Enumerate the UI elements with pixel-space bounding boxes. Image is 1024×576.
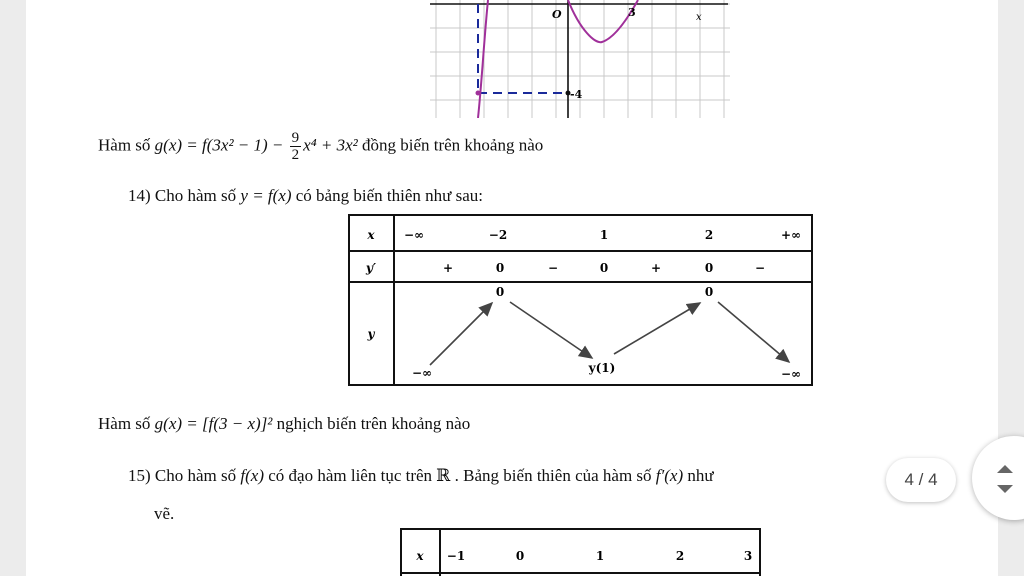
- problem14-func: y = f(x): [240, 186, 292, 205]
- fraction-numerator: 9: [291, 130, 300, 146]
- problem15-intro: Cho hàm số: [154, 466, 237, 485]
- problem13-func: g(x) = f(3x² − 1) −: [154, 135, 288, 155]
- variation-table: [348, 214, 814, 388]
- yprime-sign: +: [442, 261, 454, 275]
- x-mark-label: 3: [628, 6, 636, 19]
- y-value: −∞: [780, 367, 802, 381]
- y-value: 0: [704, 285, 714, 299]
- y-value: 0: [495, 285, 505, 299]
- chevron-up-icon: [997, 465, 1013, 473]
- x-value: −1: [446, 549, 466, 563]
- fraction-denominator: 2: [291, 147, 300, 163]
- x-value: −2: [488, 228, 508, 242]
- chevron-down-icon: [997, 485, 1013, 493]
- x-value: 2: [704, 228, 714, 242]
- x-value: 0: [515, 549, 525, 563]
- problem13-tail: x⁴ + 3x²: [303, 135, 358, 155]
- decrease-arrow: [510, 302, 592, 358]
- problem13-question: [98, 130, 543, 163]
- x-value: 3: [743, 549, 753, 563]
- yprime-value: 0: [599, 261, 609, 275]
- x-value: −∞: [403, 228, 425, 242]
- y-mark-label: -4: [570, 88, 583, 101]
- problem15-mid: có đạo hàm liên tục trên ℝ . Bảng biến thiên của hàm số: [268, 466, 652, 485]
- problem13-prefix: Hàm số: [98, 135, 151, 155]
- problem14-intro: Cho hàm số: [154, 186, 237, 205]
- x-value: 2: [675, 549, 685, 563]
- increase-arrow: [614, 303, 700, 354]
- problem14-number: 14): [128, 186, 151, 205]
- yprime-sign: +: [650, 261, 662, 275]
- problem14-statement: [128, 186, 483, 206]
- x-axis-label: x: [696, 12, 702, 23]
- problem14-question-func: g(x) = [f(3 − x)]²: [154, 414, 273, 433]
- x-value: 1: [599, 228, 609, 242]
- problem14-suffix: có bảng biến thiên như sau:: [295, 186, 483, 205]
- y-row-label: y: [367, 327, 375, 341]
- y-value: −∞: [411, 366, 433, 380]
- problem14-question-prefix: Hàm số: [98, 414, 151, 433]
- yprime-sign: −: [547, 261, 559, 275]
- yprime-value: 0: [704, 261, 714, 275]
- problem13-suffix: đồng biến trên khoảng nào: [361, 135, 544, 155]
- yprime-value: 0: [495, 261, 505, 275]
- problem15-number: 15): [128, 466, 151, 485]
- x-value: 1: [595, 549, 605, 563]
- problem15-func: f(x): [240, 466, 264, 485]
- y-value: y(1): [588, 361, 616, 375]
- document-page: [26, 0, 998, 576]
- derivative-table: [400, 528, 762, 576]
- x-row-label: x: [367, 228, 375, 242]
- problem15-deriv: f′(x): [655, 466, 684, 485]
- problem15-continuation: vẽ.: [154, 504, 175, 523]
- origin-label: O: [552, 8, 562, 21]
- problem15-statement: [128, 466, 714, 486]
- problem14-question-suffix: nghịch biến trên khoảng nào: [276, 414, 471, 433]
- page-indicator: 4 / 4: [886, 458, 956, 502]
- fraction: [290, 130, 302, 163]
- x-row-label: x: [416, 549, 424, 563]
- decrease-arrow: [718, 302, 789, 362]
- yprime-row-label: y′: [365, 261, 377, 275]
- increase-arrow: [430, 303, 492, 365]
- x-value: +∞: [780, 228, 802, 242]
- problem15-suffix: như: [687, 466, 714, 485]
- function-graph: [430, 0, 730, 118]
- problem14-question: [98, 414, 470, 434]
- yprime-sign: −: [754, 261, 766, 275]
